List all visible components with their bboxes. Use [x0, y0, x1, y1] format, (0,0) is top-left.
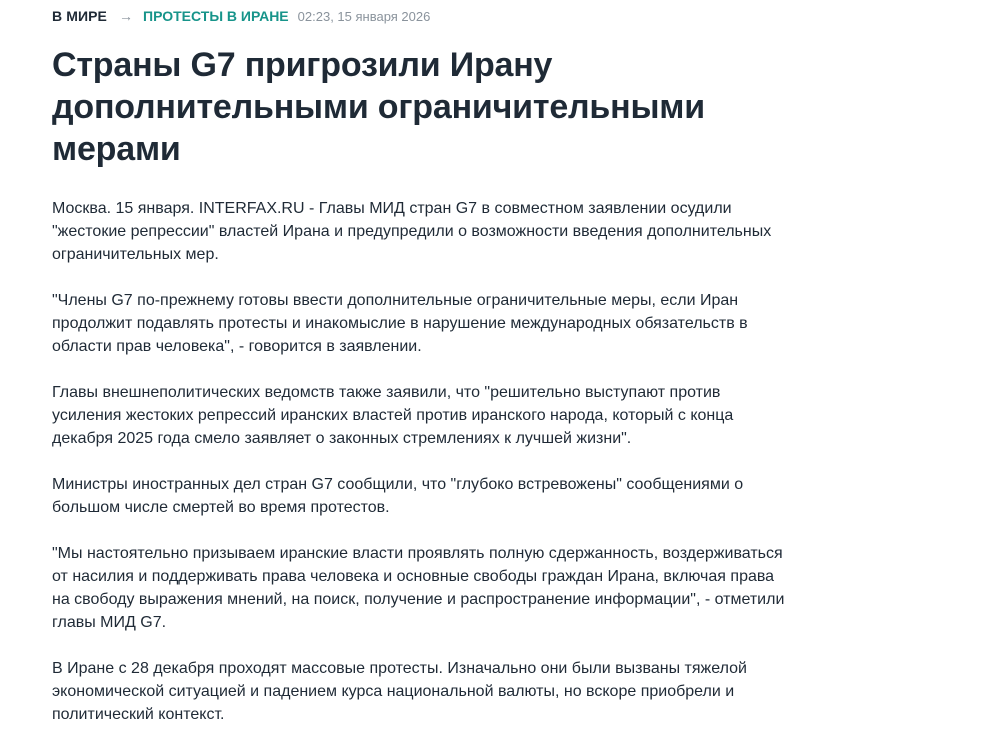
rubric-link[interactable]: В МИРЕ: [52, 8, 108, 24]
article-paragraph: Москва. 15 января. INTERFAX.RU - Главы МИД стран G7 в совместном заявлении осудили "жестокие репрессии" властей Ирана и предупредили о возможности введения дополнительных ограничительных мер.: [52, 200, 772, 263]
article-body: [52, 197, 792, 726]
publish-date: 02:23, 15 января 2026: [297, 8, 431, 24]
article-headline: Страны G7 пригрозили Ирану дополнительными ограничительными мерами: [52, 46, 705, 168]
article-paragraph: В Иране с 28 декабря проходят массовые протесты. Изначально они были вызваны тяжелой экономической ситуацией и падением курса национальной валюты, но вскоре приобрели и политический контекст.: [52, 660, 747, 723]
article: [52, 0, 792, 749]
article-paragraph: "Члены G7 по-прежнему готовы ввести дополнительные ограничительные меры, если Иран продолжит подавлять протесты и инакомыслие в нарушение международных обязательств в области прав человека", - говорится в заявлении.: [52, 292, 748, 355]
article-paragraph: "Мы настоятельно призываем иранские власти проявлять полную сдержанность, воздерживаться от насилия и поддерживать права человека и основные свободы граждан Ирана, включая права на свободу выражения мнений, на поиск, получение и распространение информации", - отметили главы МИД G7.: [52, 545, 785, 631]
article-paragraph: Главы внешнеполитических ведомств также заявили, что "решительно выступают против усиления жестоких репрессий иранских властей против иранского народа, который с конца декабря 2025 года смело заявляет о законных стремлениях к лучшей жизни".: [52, 384, 734, 447]
article-meta-bar: [52, 0, 792, 32]
topic-link[interactable]: ПРОТЕСТЫ В ИРАНЕ: [143, 8, 289, 24]
arrow-right-icon: →: [119, 8, 134, 24]
article-paragraph: Министры иностранных дел стран G7 сообщили, что "глубоко встревожены" сообщениями о большом числе смертей во время протестов.: [52, 476, 744, 516]
